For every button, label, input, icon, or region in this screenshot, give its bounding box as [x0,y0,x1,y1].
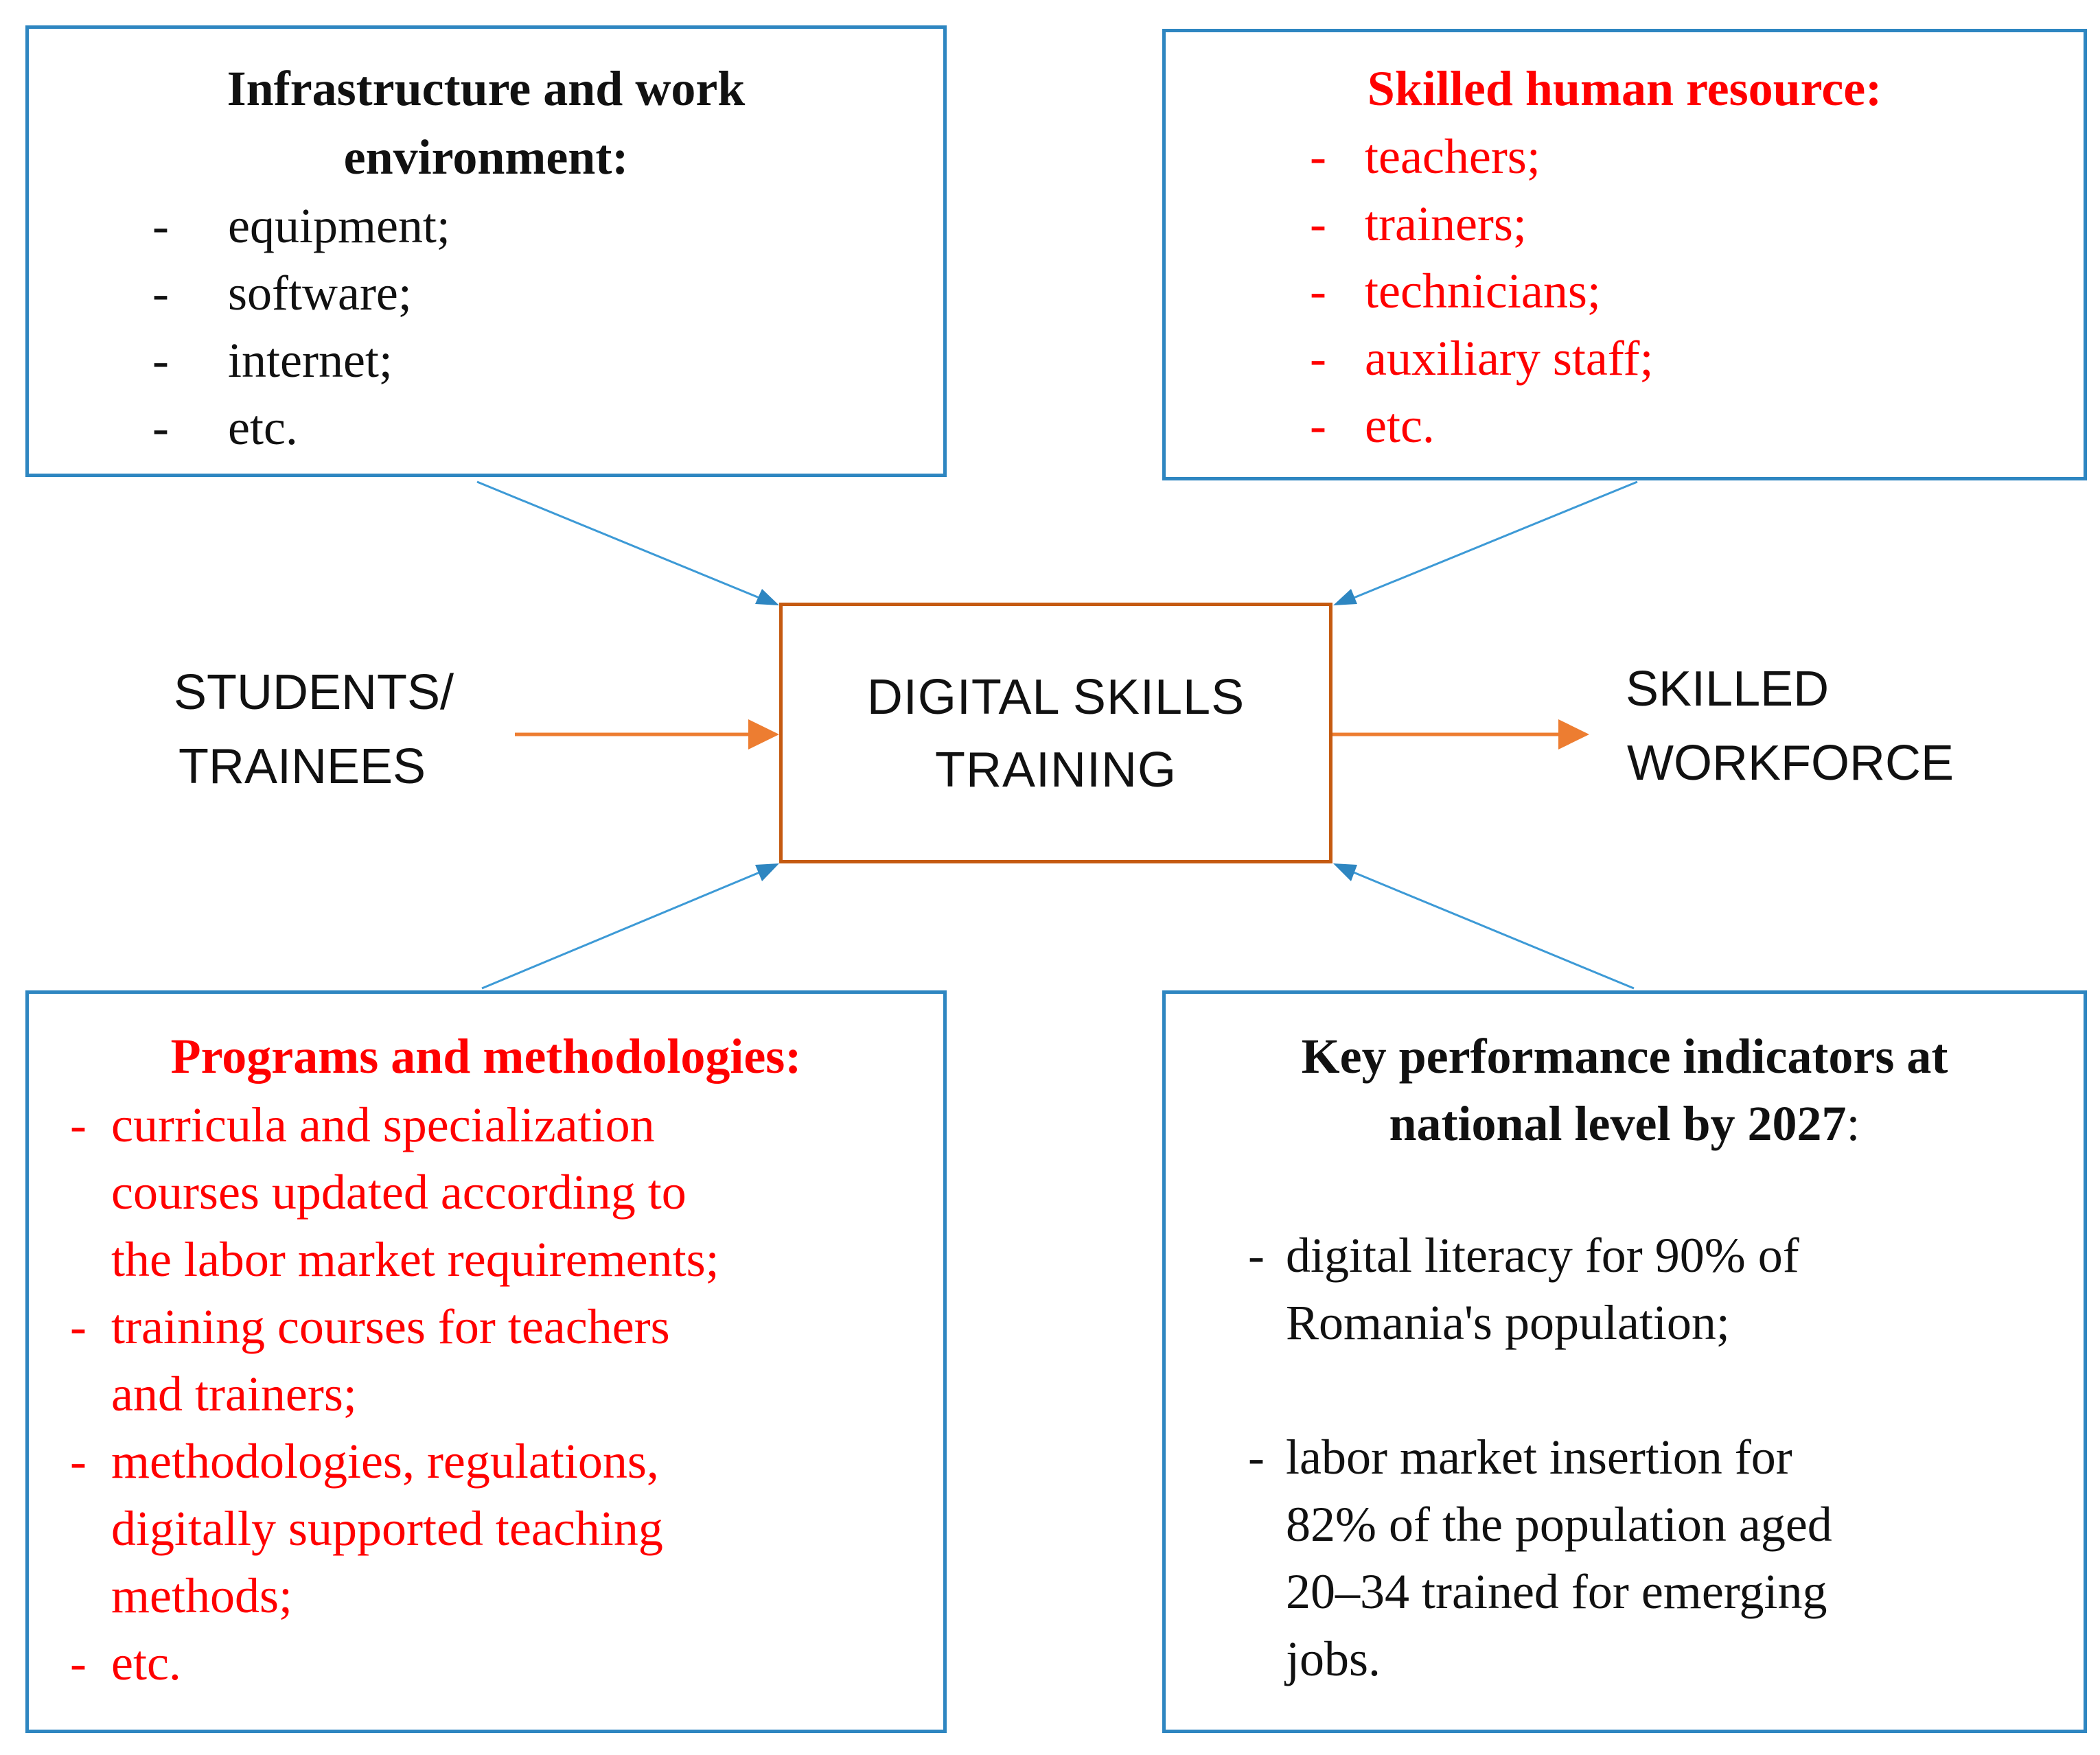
human-resource-dash: - [1310,264,1326,318]
programs-item-line: digitally supported teaching [111,1501,663,1556]
human-resource-dash: - [1310,196,1326,251]
human-resource-box [1162,29,2087,480]
arrow-infrastructure-to-center [477,482,774,604]
arrowhead-kpi [1333,863,1357,881]
infrastructure-dash: - [152,266,169,321]
infrastructure-dash: - [152,333,169,388]
kpi-heading-emphasis: national level by 2027 [1389,1096,1847,1151]
programs-dash: - [70,1636,86,1690]
infrastructure-item: etc. [228,400,298,455]
programs-heading: Programs and methodologies: [170,1029,802,1084]
programs-item-line: courses updated according to [111,1165,686,1220]
kpi-dash: - [1248,1228,1265,1283]
programs-item-line: methodologies, regulations, [111,1434,659,1489]
human-resource-heading: Skilled human resource: [1367,61,1882,116]
center-label-line2: TRAINING [934,743,1177,798]
infrastructure-dash: - [152,198,169,253]
arrow-kpi-to-center [1339,866,1634,988]
human-resource-item: teachers; [1365,129,1541,184]
infrastructure-item: internet; [228,333,393,388]
infrastructure-item: equipment; [228,198,450,253]
arrowhead-input [748,719,779,749]
programs-item-line: the labor market requirements; [111,1232,719,1287]
kpi-item-line: 82% of the population aged [1286,1497,1832,1552]
human-resource-item: auxiliary staff; [1365,331,1654,386]
kpi-item-line: Romania's population; [1286,1295,1730,1350]
infrastructure-box [25,25,947,477]
kpi-dash: - [1248,1430,1265,1485]
input-label-line2: TRAINEES [178,739,426,794]
infrastructure-item: software; [228,266,412,321]
human-resource-dash: - [1310,129,1326,184]
arrowhead-output [1558,719,1589,749]
programs-item-line: methods; [111,1568,292,1623]
kpi-heading-line1: Key performance indicators at [1301,1029,1948,1084]
kpi-item-line: labor market insertion for [1286,1430,1792,1485]
programs-item-line: etc. [111,1636,181,1690]
human-resource-dash: - [1310,398,1326,453]
kpi-box [1162,990,2087,1733]
arrow-programs-to-center [482,866,774,988]
arrowhead-human-resource [1333,589,1357,605]
kpi-heading-colon: : [1846,1096,1860,1151]
output-label-line1: SKILLED [1626,662,1830,717]
output-label-line2: WORKFORCE [1627,736,1954,791]
programs-dash: - [70,1097,86,1152]
arrowhead-infrastructure [755,589,779,605]
arrowhead-programs [755,863,779,881]
infrastructure-heading-line2: environment: [343,130,629,185]
human-resource-item: trainers; [1365,196,1527,251]
human-resource-item: etc. [1365,398,1435,453]
kpi-item-line: 20–34 trained for emerging [1286,1564,1827,1619]
digital-skills-training-box [779,603,1332,863]
programs-item-line: curricula and specialization [111,1097,655,1152]
center-label-line1: DIGITAL SKILLS [866,670,1245,725]
infrastructure-heading-line1: Infrastructure and work [227,61,746,116]
kpi-item-line: jobs. [1286,1631,1381,1686]
arrow-human-resource-to-center [1339,482,1637,604]
human-resource-dash: - [1310,331,1326,386]
programs-dash: - [70,1299,86,1354]
kpi-item-line: digital literacy for 90% of [1286,1228,1799,1283]
input-label-line1: STUDENTS/ [174,665,454,720]
infrastructure-dash: - [152,400,169,455]
programs-dash: - [70,1434,86,1489]
human-resource-item: technicians; [1365,264,1601,318]
programs-item-line: and trainers; [111,1367,357,1421]
programs-box [25,990,947,1733]
programs-item-line: training courses for teachers [111,1299,670,1354]
kpi-heading-line2 [1166,1090,2084,1157]
